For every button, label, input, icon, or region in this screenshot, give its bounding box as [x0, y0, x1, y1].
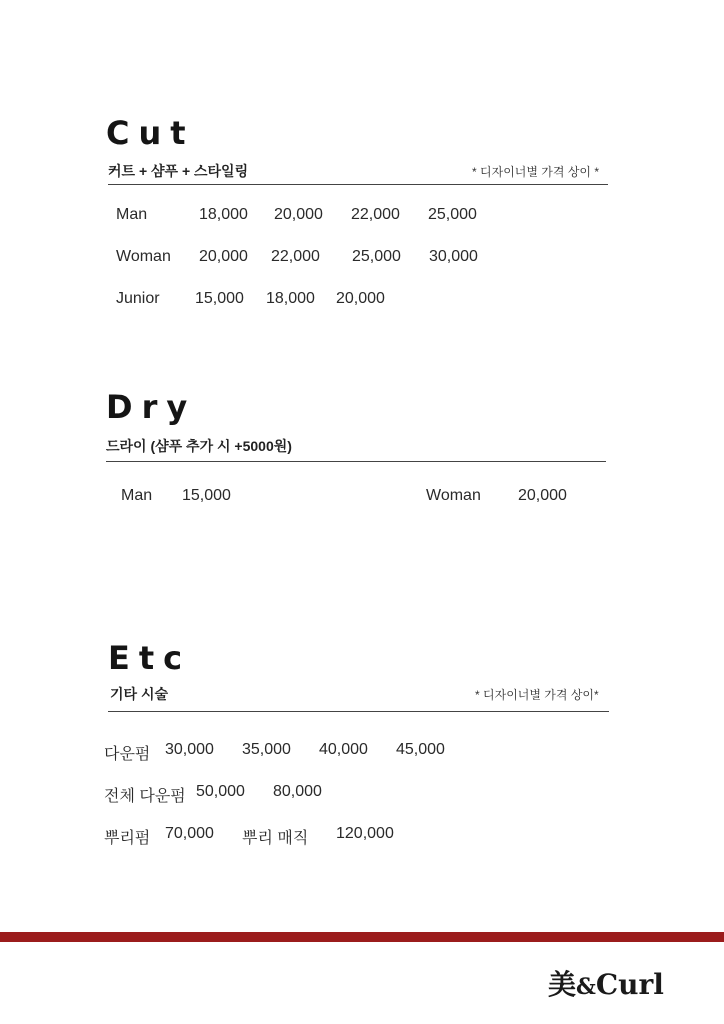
etc-price: 50,000	[196, 783, 245, 800]
dry-title: Dry	[106, 388, 197, 426]
cut-price: 22,000	[271, 248, 320, 265]
etc-price: 40,000	[319, 741, 368, 758]
cut-divider	[108, 184, 608, 185]
cut-price: 18,000	[199, 206, 248, 223]
cut-price: 20,000	[336, 290, 385, 307]
etc-price: 30,000	[165, 741, 214, 758]
cut-price: 18,000	[266, 290, 315, 307]
cut-title: Cut	[106, 114, 195, 152]
etc-divider	[108, 711, 609, 712]
etc-price-note: * 디자이너별 가격 상이*	[475, 688, 599, 702]
dry-subtitle: 드라이 (샴푸 추가 시 +5000원)	[106, 438, 292, 454]
logo-hanja: 美	[548, 968, 577, 1001]
cut-subtitle: 커트 + 샴푸 + 스타일링	[108, 163, 249, 179]
etc-price: 80,000	[273, 783, 322, 800]
etc-subtitle: 기타 시술	[110, 686, 168, 702]
etc-item-label: 다운펌	[104, 746, 151, 763]
footer-band	[0, 932, 724, 942]
cut-label-woman: Woman	[116, 248, 171, 265]
etc-price: 70,000	[165, 825, 214, 842]
cut-price: 20,000	[199, 248, 248, 265]
logo-text: Curl	[595, 968, 664, 1001]
etc-item-label: 전체 다운펌	[104, 788, 186, 805]
etc-price: 120,000	[336, 825, 394, 842]
dry-label-man: Man	[121, 487, 153, 504]
cut-price: 25,000	[428, 206, 477, 223]
dry-label-woman: Woman	[426, 487, 481, 504]
dry-price-man: 15,000	[182, 487, 231, 504]
cut-price: 30,000	[429, 248, 478, 265]
brand-logo	[548, 963, 664, 1003]
etc-item-label: 뿌리펌	[104, 830, 151, 847]
cut-price: 20,000	[274, 206, 323, 223]
logo-ampersand: &	[576, 974, 596, 1000]
dry-price-woman: 20,000	[518, 487, 567, 504]
cut-price: 15,000	[195, 290, 244, 307]
cut-label-junior: Junior	[116, 290, 160, 307]
etc-title: Etc	[108, 639, 192, 677]
cut-price: 22,000	[351, 206, 400, 223]
etc-item-label: 뿌리 매직	[242, 830, 309, 847]
etc-price: 35,000	[242, 741, 291, 758]
cut-price-note: * 디자이너별 가격 상이 *	[472, 165, 600, 179]
etc-price: 45,000	[396, 741, 445, 758]
cut-price: 25,000	[352, 248, 401, 265]
cut-label-man: Man	[116, 206, 148, 223]
dry-divider	[106, 461, 606, 462]
